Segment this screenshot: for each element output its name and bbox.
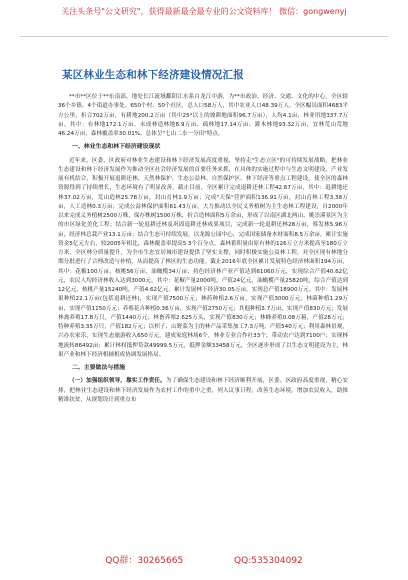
- qq-group: QQ群：30265665: [105, 556, 184, 566]
- intro-paragraph: **市**区位于**东南部，地处长江流域鄱阳江水系白龙江中游，为**市政治、经济、交通、文化的中心，全区辖36个乡镇、4个街道办事处、650个村、50个社区，总人口58万人，其中农业人口48.39万人。全区幅员面积4683平方公里，折合702万亩，有耕地200.2万亩（其中25°以上的坡耕地面积96.7万亩），人均4.1亩，林业用地337.7万亩，其中：有林地172.1万亩、未成林造林地8.9万亩、疏林地17.14万亩、灌木林地93.32万亩，宜林荒山荒地46.24万亩，森林覆盖率30.01%，总体呈"七山二水一分田"特点。: [58, 94, 348, 137]
- subheading: （一）加强组织领导，靠实工作责任。: [69, 378, 166, 385]
- top-banner: [20, 2, 388, 37]
- document-title: 某区林业生态和林下经济建设情况汇报: [62, 69, 244, 81]
- section2-paragraph: [58, 377, 348, 405]
- qq-number: QQ:535304092: [234, 556, 303, 566]
- document-body: [58, 93, 348, 405]
- section-heading-1: 一、林业生态和林下经济建设现状: [72, 144, 161, 151]
- section2-text: 为了确保生态建设和林下经济顺利开展，区委、区政府高度重视，精心安排，把林业生态建设和林下经济发展作为农村工作的重中之重，列入议事日程，改善生态环境，增加农民收入，助推精准扶贫，从规划设计到重点布: [58, 378, 348, 403]
- section1-paragraph: 近年来，区委、区政府对林业生态建设和林下经济发展高度重视，坚持走"生态立区"的可持续发展战略，把林业生态建设和林下经济发展作为推动全区社会经济发展的首要任务来抓，在具体的实施过程中与生态文明建设、产业发展有机结合，积极开展退耕还林、天然林保护、生态公益林、自然保护区、林下经济等重点工程建设，使全区的森林资源得到了持续增长，生态环境有了明显改善，截止目前，全区累计完成退耕还林工程42.67万亩，其中：退耕地还林37.02万亩，荒山造林25.78万亩，封山育林1.9万亩；完成"天保"营护面积136.91万亩，封山育林工程3.38万亩，人工造林0.3万亩；完成公益林保护面积61.43万亩，大力推动以全民义务植树为主生态林工程建设，自2000年以来完成义务植树2500万株，保存株树1500万株，折合造林面积5万余亩，形成了以南区湖北两山、姚崇溪景区为主的市区绿化美化工程；结合新一轮退耕还林及巩固退耕还林成果项目，完成新一轮退耕还林28万亩，蔡发林5.96万亩，经济林总栽产业13.1万亩；结合生态可持续发展，以龙源公园中心，完成国家储备木材面积8.5万余亩，累计实施资金5亿元左右，较2005年相比，森林覆盖率提高5.3个百分点，森林蓄积量由原有林的126万立方米提高至180万立方米，全区林分质量提升，为全市生态宜居城市建设提供了坚实支撑，同时积极实施公益林工程，对全区现有林地分期分批进行了合理改造与补植，从而提高了林区的生态功能。截止2016年底全区累计发展特色经济林面积194万亩，其中：花椒100万亩，核桃56万亩，油橄榄34万亩；持色经济林产业产值达到61060万元，实现综合产值40.62亿元，农民人均经济林收入达到3000元，其中：花椒产量2000吨，产值24亿元，油橄榄产量25820吨，综合产值达到12亿元，核桃产量15240吨，产值4.62亿元。累计发展林下经济30.05万亩，实现总产值18900万元。其中：发展林果种植22.1万亩(包括退耕还林)，实现产值7500万元；林药种植2.6万亩，实现产值3000万元；林菌种植1.29万亩，实现产值1150万元；养殖花卉种植0.36万亩，实现产值2750万元；其他种植3.7万亩，实现产值830万元；发展林禽养殖17.8万只，产值1440万元；林畜养殖2.625万头，实现产值830万元；林蜂养殖0.08万箱，产值28万元；特种养殖3.35万只，产值182万元；以枳子、山野菜为主的林产品采集加工7.3万吨，产值540万元；利用森林景观，兴办农家乐，实现生态旅游收入650万元，建成家庭林场6个，林业专业合作社33个，带动农户达到7100户；实现林地流转86492亩；累计林权抵押贷款49999.5万元，抵押金额33458万元，全区逐步形成了以生态文明建设为主，林果产业和林下经济相辅相成协调发展格局。: [58, 157, 348, 358]
- bottom-banner: [20, 551, 388, 571]
- banner-text: 关注头条号"公文研究"，获得最新最全最专业的公文资料库！ 微信：gongwenyj: [61, 7, 347, 16]
- section-heading-2: 二、主要做法与措施: [72, 365, 126, 371]
